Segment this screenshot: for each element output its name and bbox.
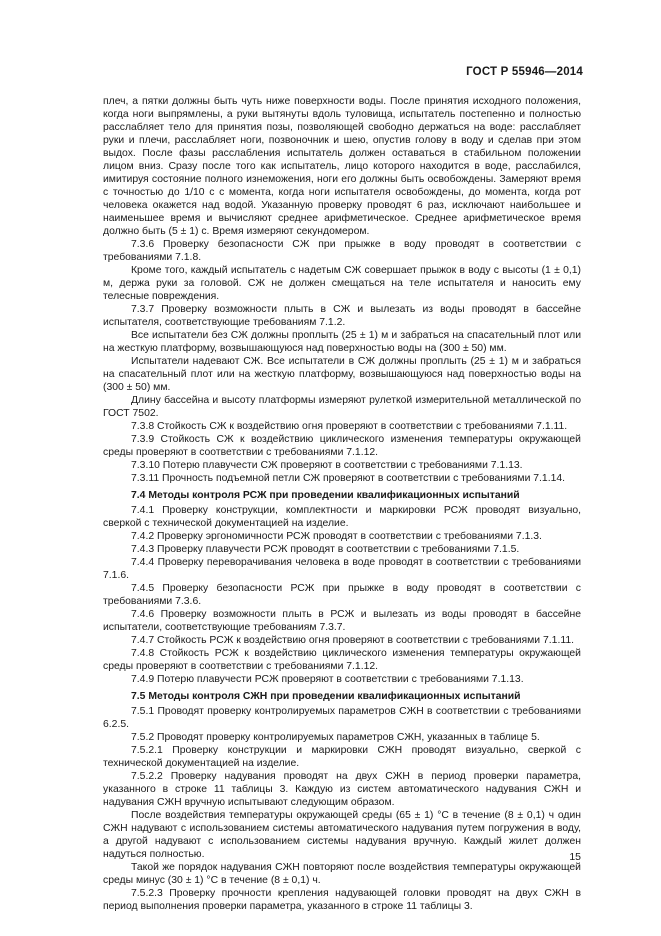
paragraph: 7.3.9 Стойкость СЖ к воздействию циклического изменения температуры окружающей среды проверяют в соответствии с требованиями 7.1.12.	[103, 434, 581, 458]
paragraph: Все испытатели без СЖ должны проплыть (25 ± 1) м и забраться на спасательный плот или на жесткую платформу, возвышающуюся над поверхностью воды на (300 ± 50) мм.	[103, 330, 581, 354]
paragraph: 7.3.7 Проверку возможности плыть в СЖ и вылезать из воды проводят в бассейне испытателя, соответствующие требованиям 7.1.2.	[103, 304, 581, 328]
paragraph: плеч, а пятки должны быть чуть ниже поверхности воды. После принятия исходного положения, когда ноги выпрямлены, а руки вытянуты вдоль туловища, испытатель постепенно и полностью расслабляет тело для принятия позы, позволяющей свободно держаться на воде: расслабляет руки и плечи, расслабляет ноги, позвоночник и шею, опустив голову в воду и сделав при этом выдох. После фазы расслабления испытатель должен оставаться в стабильном положении лицом вниз. Сразу после того как испытатель, лицо которого находится в воде, расслабился, имитируя состояние полного изнеможения, ноги его должны быть освобождены. Замеряют время с точностью до 1/10 с с момента, когда ноги испытателя освобождены, до момента, когда рот человека окажется над водой. Указанную проверку проводят 6 раз, исключают наибольшее и наименьшее время и вычисляют среднее арифметическое. Среднее арифметическое время должно быть (5 ± 1) с. Время измеряют секундомером.	[103, 96, 581, 237]
paragraph: 7.4.5 Проверку безопасности РСЖ при прыжке в воду проводят в соответствии с требованиями 7.3.6.	[103, 583, 581, 607]
paragraph: Испытатели надевают СЖ. Все испытатели в СЖ должны проплыть (25 ± 1) м и забраться на спасательный плот или на жесткую платформу, возвышающуюся над поверхностью воды на (300 ± 50) мм.	[103, 356, 581, 393]
document-body	[103, 95, 581, 913]
paragraph: 7.5.2.1 Проверку конструкции и маркировки СЖН проводят визуально, сверкой с технической документацией на изделие.	[103, 745, 581, 769]
paragraph: 7.4.1 Проверку конструкции, комплектности и маркировки РСЖ проводят визуально, сверкой с технической документацией на изделие.	[103, 505, 581, 529]
section-heading: 7.5 Методы контроля СЖН при проведении квалификационных испытаний	[131, 691, 521, 702]
page-number: 15	[569, 851, 581, 863]
paragraph: 7.5.2.3 Проверку прочности крепления надувающей головки проводят на двух СЖН в период выполнения проверки параметра, указанного в строке 11 таблицы 3.	[103, 888, 581, 912]
paragraph: Кроме того, каждый испытатель с надетым СЖ совершает прыжок в воду с высоты (1 ± 0,1) м, держа руки за головой. СЖ не должен смещаться на теле испытателя и наносить ему телесные повреждения.	[103, 265, 581, 302]
paragraph: 7.3.8 Стойкость СЖ к воздействию огня проверяют в соответствии с требованиями 7.1.11.	[131, 421, 568, 432]
paragraph: 7.5.2.2 Проверку надувания проводят на двух СЖН в период проверки параметра, указанного в строке 11 таблицы 3. Каждую из систем автоматического надувания СЖН и надувания СЖН вручную испытывают следующим образом.	[103, 771, 581, 808]
paragraph: 7.4.8 Стойкость РСЖ к воздействию циклического изменения температуры окружающей среды проверяют в соответствии с требованиями 7.1.12.	[103, 648, 581, 672]
paragraph: 7.4.4 Проверку переворачивания человека в воде проводят в соответствии с требованиями 7.1.6.	[103, 557, 581, 581]
paragraph: 7.5.1 Проводят проверку контролируемых параметров СЖН в соответствии с требованиями 6.2.5.	[103, 706, 581, 730]
paragraph: Такой же порядок надувания СЖН повторяют после воздействия температуры окружающей среды минус (30 ± 1) °С в течение (8 ± 0,1) ч.	[103, 862, 581, 886]
paragraph: После воздействия температуры окружающей среды (65 ± 1) °С в течение (8 ± 0,1) ч один СЖН надувают с использованием системы автоматического надувания путем погружения в воду, а другой надувают с использованием системы надувания вручную. Каждый жилет должен надуться полностью.	[103, 810, 581, 860]
paragraph: 7.4.3 Проверку плавучести РСЖ проводят в соответствии с требованиями 7.1.5.	[131, 544, 520, 555]
paragraph: 7.4.9 Потерю плавучести РСЖ проверяют в соответствии с требованиями 7.1.13.	[131, 674, 524, 685]
paragraph: Длину бассейна и высоту платформы измеряют рулеткой измерительной металлической по ГОСТ 7502.	[103, 395, 581, 419]
document-id-header: ГОСТ Р 55946—2014	[466, 66, 583, 78]
paragraph: 7.4.6 Проверку возможности плыть в РСЖ и вылезать из воды проводят в бассейне испытатели, соответствующие требованиям 7.3.7.	[103, 609, 581, 633]
paragraph: 7.4.7 Стойкость РСЖ к воздействию огня проверяют в соответствии с требованиями 7.1.11.	[131, 635, 574, 646]
section-heading: 7.4 Методы контроля РСЖ при проведении квалификационных испытаний	[131, 490, 520, 501]
paragraph: 7.4.2 Проверку эргономичности РСЖ проводят в соответствии с требованиями 7.1.3.	[131, 531, 542, 542]
paragraph: 7.3.10 Потерю плавучести СЖ проверяют в соответствии с требованиями 7.1.13.	[131, 460, 523, 471]
paragraph: 7.3.6 Проверку безопасности СЖ при прыжке в воду проводят в соответствии с требованиями 7.1.8.	[103, 239, 581, 263]
paragraph: 7.5.2 Проводят проверку контролируемых параметров СЖН, указанных в таблице 5.	[131, 732, 540, 743]
paragraph: 7.3.11 Прочность подъемной петли СЖ проверяют в соответствии с требованиями 7.1.14.	[131, 473, 566, 484]
